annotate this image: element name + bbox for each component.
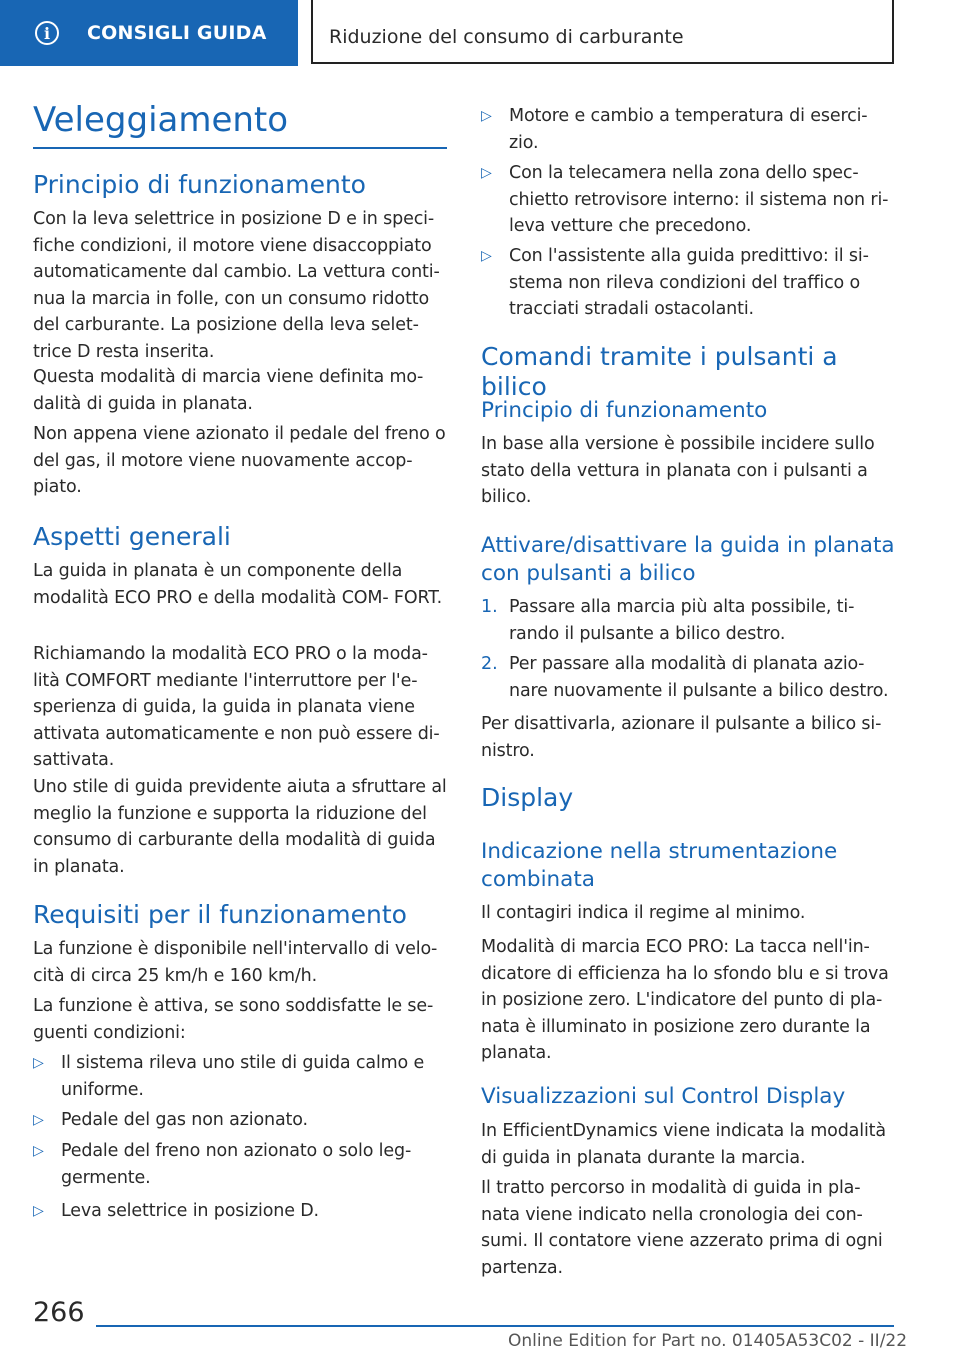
triangle-bullet-icon: ▷ [481, 108, 492, 124]
subheading-principio: Principio di funzionamento [481, 398, 768, 423]
paragraph: Modalità di marcia ECO PRO: La tacca nell'in‐ dicatore di efficienza ha lo sfondo blu e si trova in posizione zero. L'indicatore del punto di pla‐ nata è illuminato in posizione zero durante la planata. [481, 937, 889, 1063]
triangle-bullet-icon: ▷ [33, 1143, 44, 1159]
main-title: Veleggiamento [33, 100, 289, 140]
paragraph: Con la leva selettrice in posizione D e in speci‐ fiche condizioni, il motore viene disaccoppiato automaticamente dal cambio. La vettura conti‐ nua la marcia in folle, con un consumo ridotto del carburante. La posizione della leva selet‐ trice D resta inserita. [33, 209, 440, 362]
heading-aspetti: Aspetti generali [33, 522, 231, 551]
footer-rule [96, 1325, 894, 1327]
page-title-box [311, 0, 894, 64]
paragraph: Il contagiri indica il regime al minimo. [481, 903, 806, 923]
paragraph: Per disattivarla, azionare il pulsante a bilico si‐ nistro. [481, 714, 882, 761]
paragraph: Il tratto percorso in modalità di guida in pla‐ nata viene indicato nella cronologia dei con‐ sumi. Il contatore viene azzerato prima di ogni partenza. [481, 1178, 883, 1278]
triangle-bullet-icon: ▷ [33, 1055, 44, 1071]
edition-label: Online Edition for Part no. 01405A53C02 - II/22 [508, 1331, 908, 1351]
list-item: ▷ Motore e cambio a temperatura di eserci‐ zio. [481, 103, 895, 156]
list-item: ▷ Pedale del freno non azionato o solo leg‐ germente. [33, 1138, 447, 1191]
list-item: ▷ Con la telecamera nella zona dello spec‐ chietto retrovisore interno: il sistema non ri‐ leva vetture che precedono. [481, 160, 895, 240]
triangle-bullet-icon: ▷ [481, 248, 492, 264]
title-rule [33, 147, 447, 149]
list-item: ▷ Il sistema rileva uno stile di guida calmo e uniforme. [33, 1050, 447, 1103]
heading-comandi: Comandi tramite i pulsanti a bilico [481, 342, 838, 401]
paragraph: La funzione è attiva, se sono soddisfatte le se‐ guenti condizioni: [33, 996, 434, 1043]
paragraph: In EfficientDynamics viene indicata la modalità di guida in planata durante la marcia. [481, 1121, 886, 1168]
subheading-strumentazione: Indicazione nella strumentazione combinata [481, 839, 838, 892]
list-item: ▷ Leva selettrice in posizione D. [33, 1198, 447, 1225]
list-item: ▷ Pedale del gas non azionato. [33, 1107, 447, 1134]
paragraph: La funzione è disponibile nell'intervallo di velo‐ cità di circa 25 km/h e 160 km/h. [33, 939, 438, 986]
paragraph: In base alla versione è possibile incidere sullo stato della vettura in planata con i pulsanti a bilico. [481, 434, 875, 507]
info-icon: i [35, 21, 59, 45]
paragraph: La guida in planata è un componente della modalità ECO PRO e della modalità COM‐ FORT. [33, 561, 443, 608]
paragraph: Uno stile di guida previdente aiuta a sfruttare al meglio la funzione e supporta la riduzione del consumo di carburante della modalità di guida in planata. [33, 777, 447, 877]
numbered-step: 2. Per passare alla modalità di planata azio‐ nare nuovamente il pulsante a bilico destro. [481, 654, 889, 701]
triangle-bullet-icon: ▷ [33, 1203, 44, 1219]
paragraph: Non appena viene azionato il pedale del freno o del gas, il motore viene nuovamente accop‐ piato. [33, 424, 446, 497]
paragraph: Richiamando la modalità ECO PRO o la moda‐ lità COMFORT mediante l'interruttore per l'e‐ sperienza di guida, la guida in planata viene attivata automaticamente e non può essere di‐ sattivata. [33, 644, 440, 770]
subheading-control-display: Visualizzazioni sul Control Display [481, 1084, 846, 1109]
subheading-attivare: Attivare/disattivare la guida in planata con pulsanti a bilico [481, 533, 895, 586]
triangle-bullet-icon: ▷ [481, 165, 492, 181]
heading-principio: Principio di funzionamento [33, 170, 366, 199]
heading-display: Display [481, 783, 574, 812]
heading-requisiti: Requisiti per il funzionamento [33, 900, 407, 929]
numbered-step: 1. Passare alla marcia più alta possibile, ti‐ rando il pulsante a bilico destro. [481, 597, 855, 644]
paragraph: Questa modalità di marcia viene definita mo‐ dalità di guida in planata. [33, 367, 424, 414]
page-title: Riduzione del consumo di carburante [329, 26, 684, 48]
triangle-bullet-icon: ▷ [33, 1112, 44, 1128]
section-label: CONSIGLI GUIDA [87, 22, 267, 44]
section-tab [0, 0, 298, 66]
page-number: 266 [33, 1297, 85, 1328]
list-item: ▷ Con l'assistente alla guida predittivo: il si‐ stema non rileva condizioni del traffico o tracciati stradali ostacolanti. [481, 243, 895, 323]
